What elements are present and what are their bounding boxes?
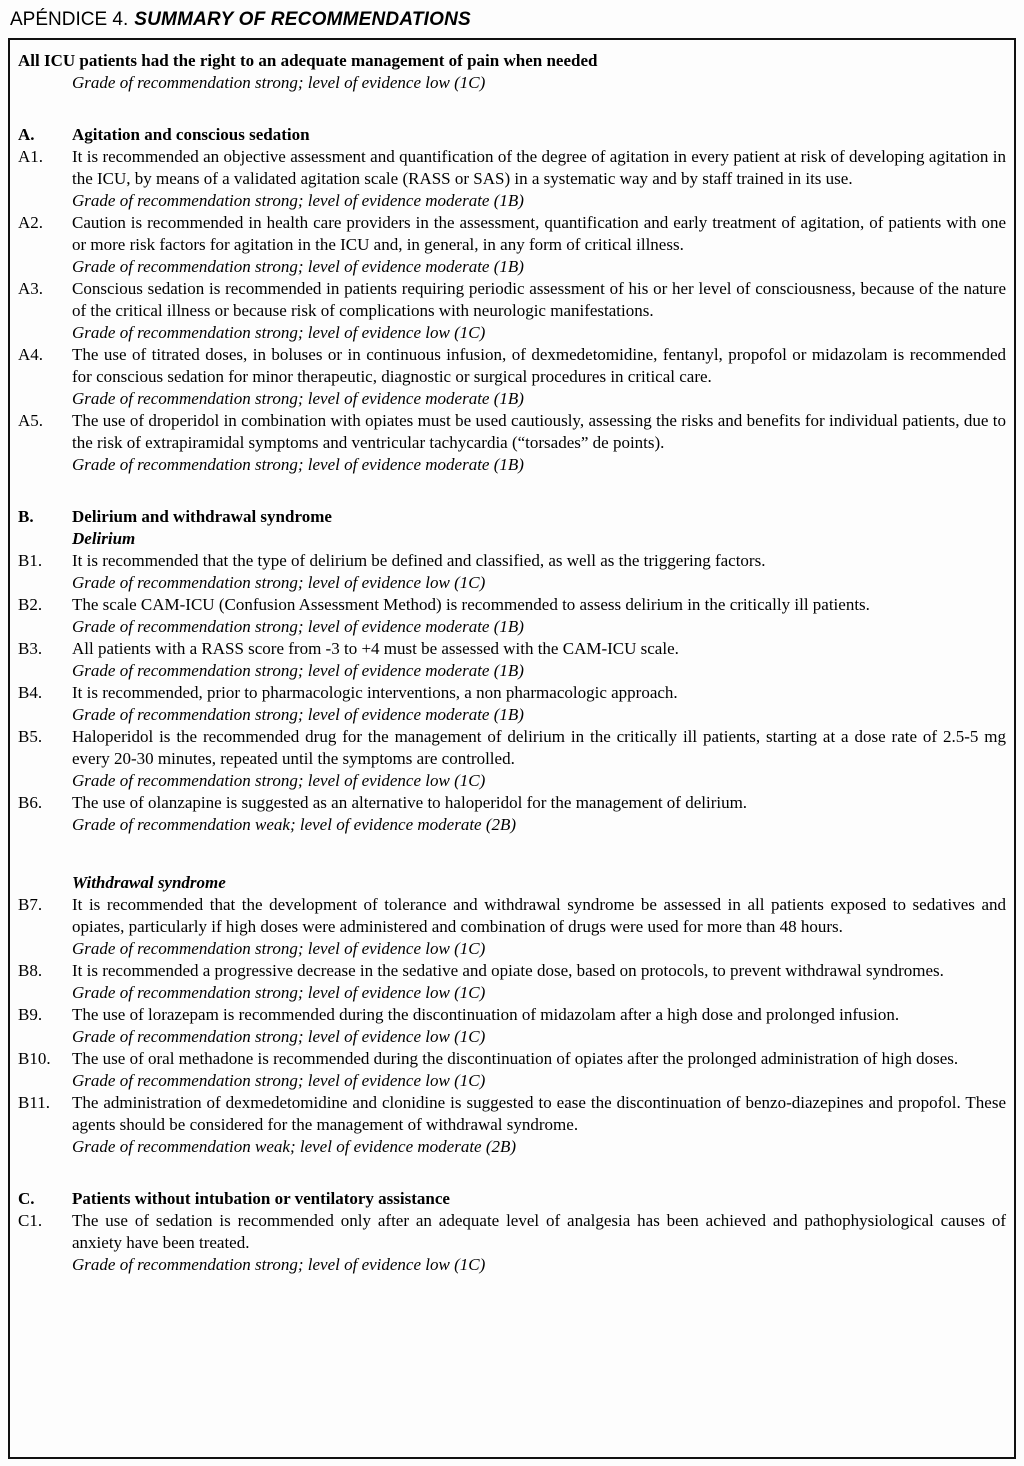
item-body <box>72 894 1006 960</box>
item-label: B2. <box>18 595 43 614</box>
section-c <box>18 1188 1006 1276</box>
item-grade: Grade of recommendation weak; level of evidence moderate (2B) <box>72 1137 517 1156</box>
recommendation-item <box>18 1048 1006 1092</box>
item-label: A4. <box>18 345 44 364</box>
item-label: B3. <box>18 639 43 658</box>
section-title: Patients without intubation or ventilatory assistance <box>72 1189 450 1208</box>
recommendation-item <box>18 682 1006 726</box>
item-body <box>72 1092 1006 1158</box>
item-body <box>72 638 1006 682</box>
item-body <box>72 278 1006 344</box>
item-label: B8. <box>18 961 43 980</box>
item-body <box>72 344 1006 410</box>
item-grade: Grade of recommendation strong; level of evidence moderate (1B) <box>72 191 524 210</box>
item-text: It is recommended that the type of delirium be defined and classified, as well as the triggering factors. <box>72 551 766 570</box>
item-label: A1. <box>18 147 44 166</box>
section-header <box>18 124 1006 146</box>
item-body <box>72 1048 1006 1092</box>
recommendation-item <box>18 278 1006 344</box>
item-body <box>72 682 1006 726</box>
item-text: The use of olanzapine is suggested as an alternative to haloperidol for the management of delirium. <box>72 793 748 812</box>
appendix-label: APÉNDICE 4. <box>10 9 129 30</box>
recommendation-item <box>18 638 1006 682</box>
item-body <box>72 146 1006 212</box>
intro-text: All ICU patients had the right to an adequate management of pain when needed <box>18 51 598 70</box>
item-grade: Grade of recommendation strong; level of evidence moderate (1B) <box>72 257 524 276</box>
intro-recommendation <box>18 50 1006 94</box>
item-label: B9. <box>18 1005 43 1024</box>
item-text: The use of titrated doses, in boluses or in continuous infusion, of dexmedetomidine, fentanyl, propofol or midazolam is recommended for conscious sedation for minor therapeutic, diagnostic or surgical procedures in critical care. <box>72 345 1006 386</box>
item-grade: Grade of recommendation strong; level of evidence low (1C) <box>72 1255 486 1274</box>
group-subtitle: Delirium <box>72 529 136 548</box>
item-text: It is recommended a progressive decrease in the sedative and opiate dose, based on protocols, to prevent withdrawal syndromes. <box>72 961 944 980</box>
item-label: B6. <box>18 793 43 812</box>
item-grade: Grade of recommendation strong; level of evidence moderate (1B) <box>72 705 524 724</box>
item-text: It is recommended an objective assessment and quantification of the degree of agitation in every patient at risk of developing agitation in the ICU, by means of a validated agitation scale (RASS or SAS) in a systematic way and by staff trained in its use. <box>72 147 1006 188</box>
page-title <box>0 0 1024 31</box>
item-label: B5. <box>18 727 43 746</box>
appendix-title: SUMMARY OF RECOMMENDATIONS <box>134 9 471 30</box>
item-text: The use of oral methadone is recommended during the discontinuation of opiates after the prolonged administration of high doses. <box>72 1049 959 1068</box>
section-header <box>18 1188 1006 1210</box>
item-body <box>72 792 1006 836</box>
item-grade: Grade of recommendation strong; level of evidence moderate (1B) <box>72 661 524 680</box>
recommendation-item <box>18 894 1006 960</box>
item-grade: Grade of recommendation strong; level of evidence low (1C) <box>72 1027 486 1046</box>
section-title: Delirium and withdrawal syndrome <box>72 507 332 526</box>
recommendation-item <box>18 410 1006 476</box>
item-text: Caution is recommended in health care providers in the assessment, quantification and early treatment of agitation, of patients with one or more risk factors for agitation in the ICU and, in general, in any form of critical illness. <box>72 213 1006 254</box>
item-text: Haloperidol is the recommended drug for the management of delirium in the critically ill patients, starting at a dose rate of 2.5-5 mg every 20-30 minutes, repeated until the symptoms are controlled. <box>72 727 1006 768</box>
item-grade: Grade of recommendation strong; level of evidence moderate (1B) <box>72 455 524 474</box>
item-text: The use of droperidol in combination with opiates must be used cautiously, assessing the risks and benefits for individual patients, due to the risk of extrapiramidal symptoms and ventricular tachycardia (“torsades” de points). <box>72 411 1006 452</box>
recommendation-item <box>18 344 1006 410</box>
item-text: It is recommended that the development of tolerance and withdrawal syndrome be assessed in all patients exposed to sedatives and opiates, particularly if high doses were administered and combination of drugs were used for more than 48 hours. <box>72 895 1006 936</box>
section-a <box>18 124 1006 476</box>
item-label: B7. <box>18 895 43 914</box>
recommendation-item <box>18 960 1006 1004</box>
item-grade: Grade of recommendation strong; level of evidence low (1C) <box>72 771 486 790</box>
recommendation-item <box>18 1092 1006 1158</box>
item-text: The use of lorazepam is recommended during the discontinuation of midazolam after a high dose and prolonged infusion. <box>72 1005 900 1024</box>
recommendation-item <box>18 550 1006 594</box>
item-grade: Grade of recommendation strong; level of evidence low (1C) <box>72 939 486 958</box>
item-label: B10. <box>18 1049 51 1068</box>
item-body <box>72 212 1006 278</box>
item-label: C1. <box>18 1211 43 1230</box>
item-label: A3. <box>18 279 44 298</box>
item-body <box>72 594 1006 638</box>
item-text: It is recommended, prior to pharmacologic interventions, a non pharmacologic approach. <box>72 683 678 702</box>
item-label: B11. <box>18 1093 50 1112</box>
section-b <box>18 506 1006 1158</box>
item-body <box>72 410 1006 476</box>
recommendation-item <box>18 1210 1006 1276</box>
item-label: B1. <box>18 551 43 570</box>
item-body <box>72 960 1006 1004</box>
item-body <box>72 1004 1006 1048</box>
item-text: The scale CAM-ICU (Confusion Assessment Method) is recommended to assess delirium in the critically ill patients. <box>72 595 870 614</box>
item-text: The administration of dexmedetomidine and clonidine is suggested to ease the discontinuation of benzo-diazepines and propofol. These agents should be considered for the management of withdrawal syndrome. <box>72 1093 1006 1134</box>
section-label: C. <box>18 1189 35 1208</box>
sections-container <box>18 124 1006 1276</box>
recommendation-item <box>18 146 1006 212</box>
item-body <box>72 550 1006 594</box>
item-text: Conscious sedation is recommended in patients requiring periodic assessment of his or her level of consciousness, because of the nature of the critical illness or because risk of complications with neurologic manifestations. <box>72 279 1006 320</box>
item-grade: Grade of recommendation strong; level of evidence moderate (1B) <box>72 617 524 636</box>
section-title: Agitation and conscious sedation <box>72 125 310 144</box>
item-text: All patients with a RASS score from -3 to +4 must be assessed with the CAM-ICU scale. <box>72 639 679 658</box>
item-body <box>72 1210 1006 1276</box>
item-text: The use of sedation is recommended only after an adequate level of analgesia has been achieved and pathophysiological causes of anxiety have been treated. <box>72 1211 1006 1252</box>
recommendation-item <box>18 594 1006 638</box>
item-label: A2. <box>18 213 44 232</box>
item-grade: Grade of recommendation strong; level of evidence moderate (1B) <box>72 389 524 408</box>
item-label: B4. <box>18 683 43 702</box>
recommendations-box <box>8 38 1016 1459</box>
item-grade: Grade of recommendation strong; level of evidence low (1C) <box>72 983 486 1002</box>
item-body <box>72 726 1006 792</box>
item-grade: Grade of recommendation weak; level of evidence moderate (2B) <box>72 815 517 834</box>
item-grade: Grade of recommendation strong; level of evidence low (1C) <box>72 573 486 592</box>
section-label: B. <box>18 507 34 526</box>
recommendation-item <box>18 792 1006 836</box>
group-subtitle: Withdrawal syndrome <box>72 873 226 892</box>
item-grade: Grade of recommendation strong; level of evidence low (1C) <box>72 1071 486 1090</box>
section-header <box>18 506 1006 528</box>
intro-grade: Grade of recommendation strong; level of evidence low (1C) <box>72 73 486 92</box>
recommendation-item <box>18 726 1006 792</box>
recommendation-item <box>18 1004 1006 1048</box>
item-label: A5. <box>18 411 44 430</box>
item-grade: Grade of recommendation strong; level of evidence low (1C) <box>72 323 486 342</box>
recommendation-item <box>18 212 1006 278</box>
section-label: A. <box>18 125 35 144</box>
